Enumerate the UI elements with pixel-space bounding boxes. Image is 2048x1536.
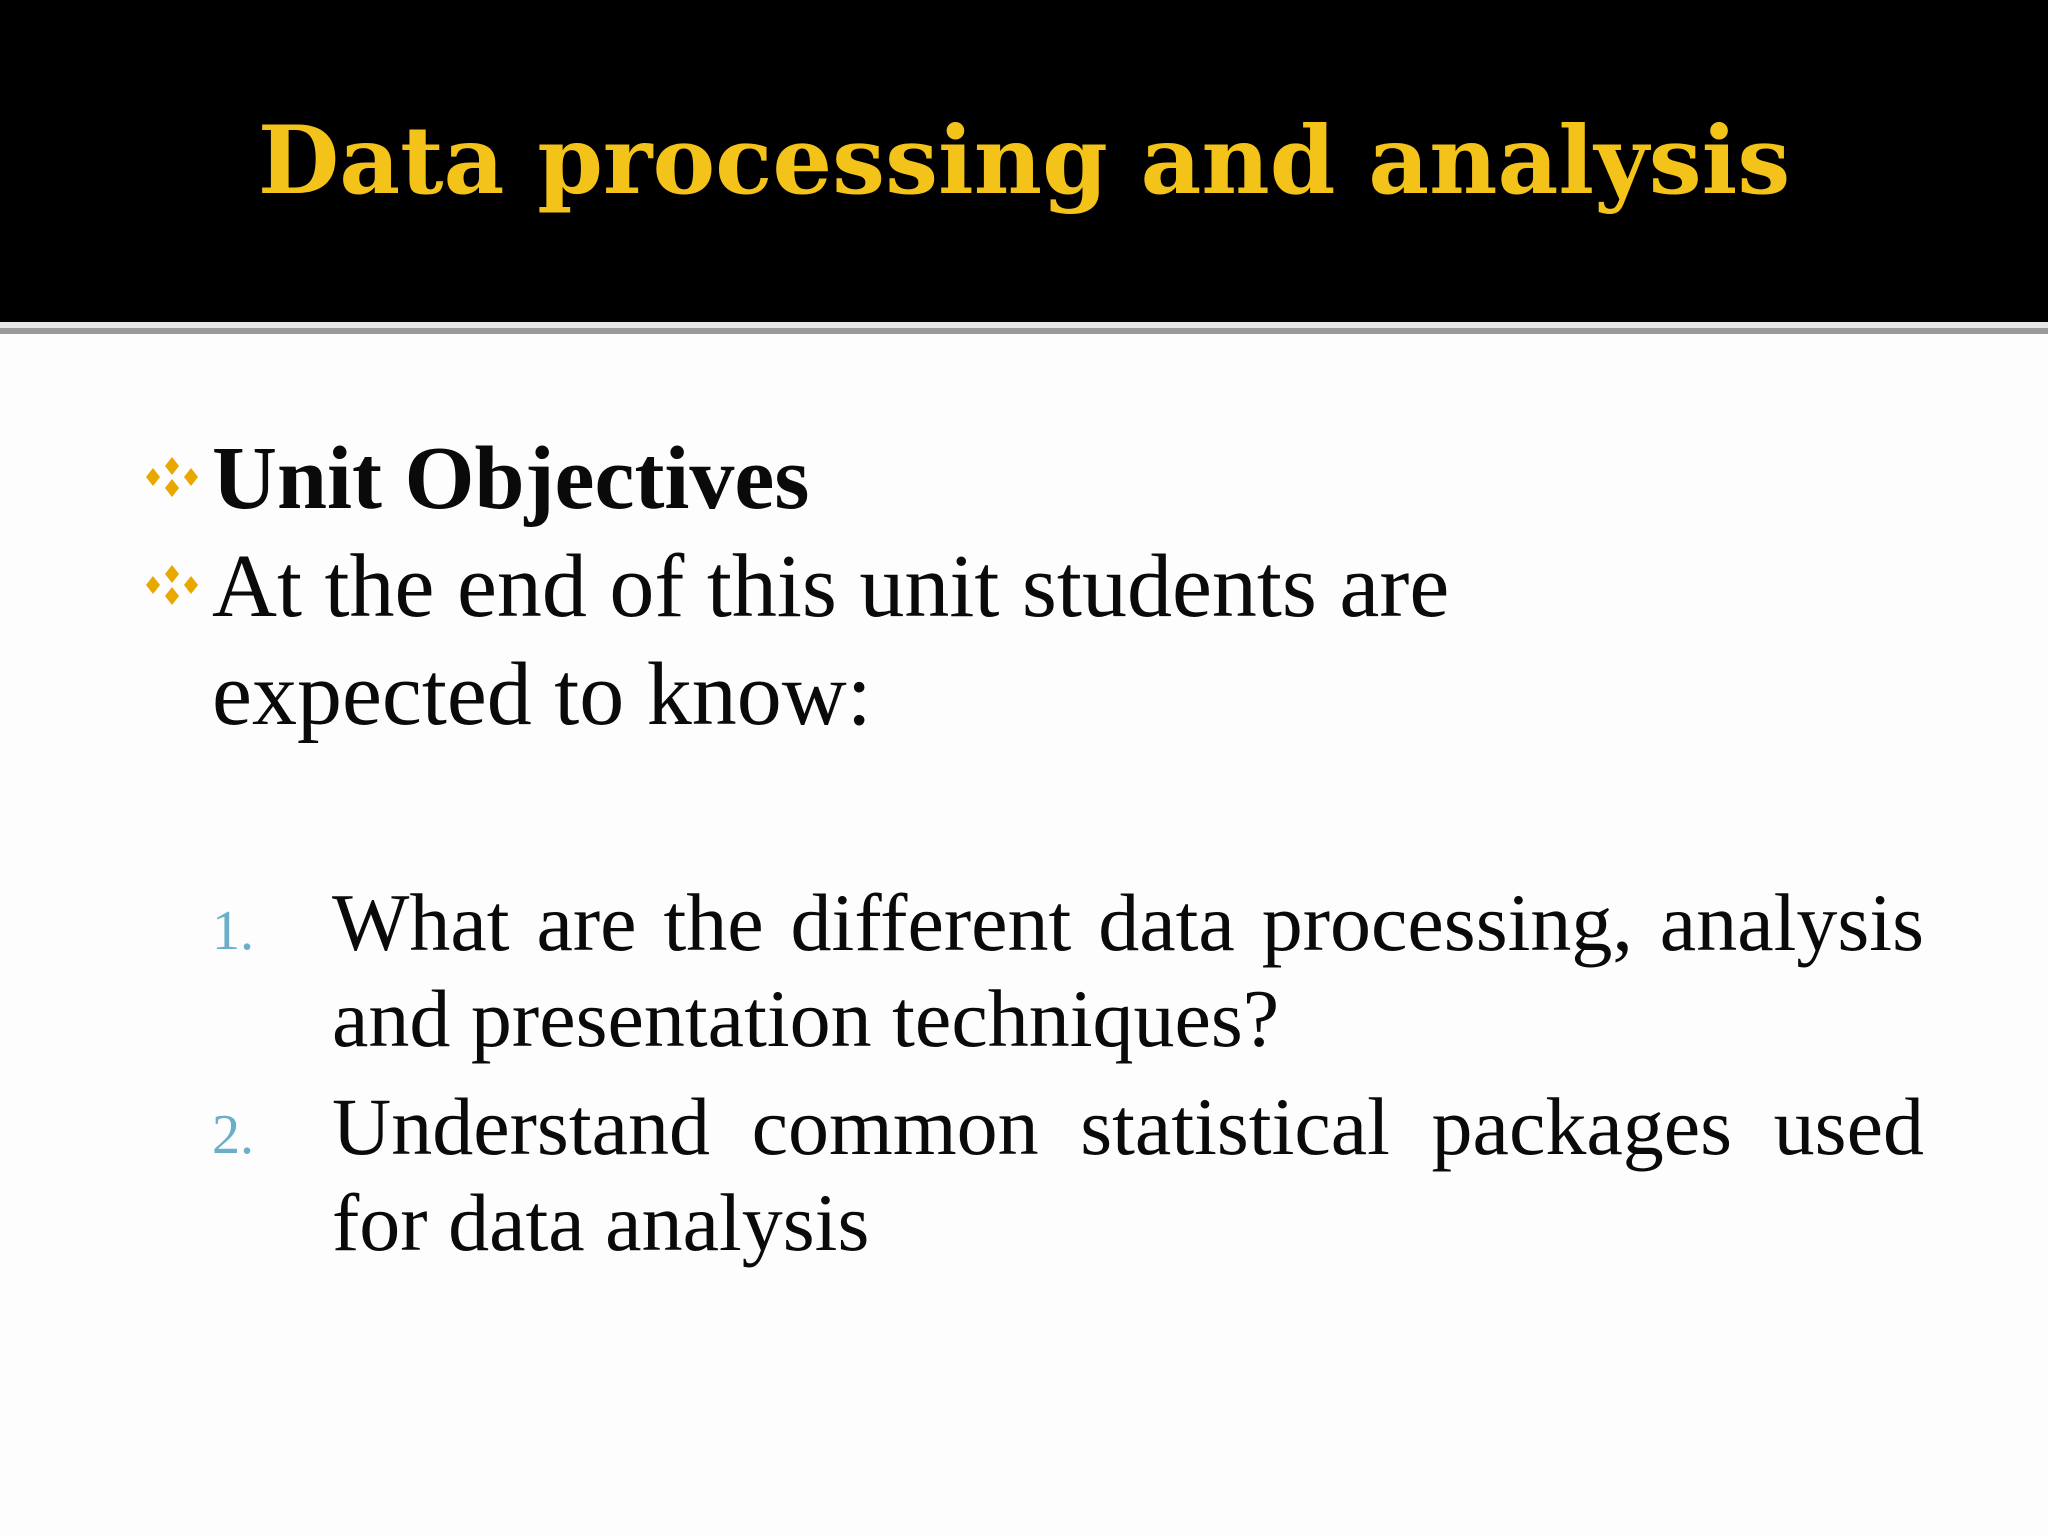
bullet-item-expected-to-know (140, 533, 1940, 749)
four-diamond-bullet-icon (140, 533, 212, 612)
four-diamond-bullet-icon (140, 425, 212, 504)
bullet-list (140, 425, 1940, 749)
list-number: 2. (212, 1104, 254, 1166)
title-divider-bottom (0, 328, 2048, 334)
numbered-list (212, 875, 1924, 1283)
slide-title: Data processing and analysis (257, 106, 1791, 216)
list-number: 1. (212, 900, 254, 962)
list-item (212, 1079, 1924, 1271)
bullet-text: At the end of this unit students are expected to know: (212, 537, 1450, 744)
title-bar (0, 0, 2048, 322)
bullet-item-unit-objectives (140, 425, 1940, 533)
list-item (212, 875, 1924, 1067)
list-item-text: Understand common statistical packages used for data analysis (332, 1081, 1924, 1268)
list-item-text: What are the different data processing, analysis and presentation techniques? (332, 877, 1924, 1064)
bullet-text: Unit Objectives (212, 429, 810, 528)
